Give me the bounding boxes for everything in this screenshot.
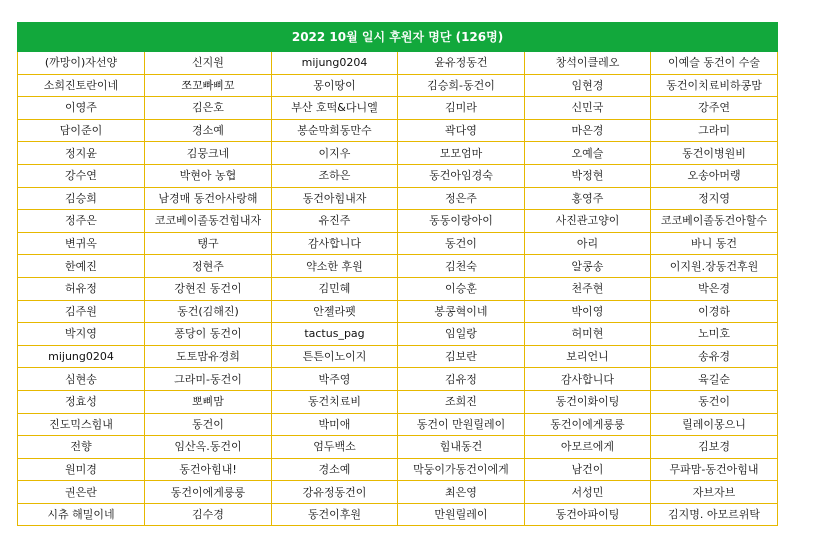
donor-row: [18, 436, 778, 459]
donor-name-cell: 윤유정동건: [398, 52, 525, 75]
donor-name-cell: 뽀삐맘: [145, 390, 272, 413]
donor-name-cell: 정현주: [145, 255, 272, 278]
donor-name-cell: 김승희: [18, 187, 145, 210]
donor-name-cell: 동동이랑아이: [398, 210, 525, 233]
donor-name-cell: 권은란: [18, 481, 145, 504]
donor-name-cell: 임산옥.동건이: [145, 436, 272, 459]
donor-name-cell: 코코베이졸동건아할수: [651, 210, 778, 233]
donor-name-cell: 엄두백소: [272, 436, 398, 459]
donor-row: [18, 300, 778, 323]
donor-name-cell: 동건아파이팅: [525, 503, 651, 526]
donor-name-cell: 박주영: [272, 368, 398, 391]
donor-name-cell: 강현진 동건이: [145, 277, 272, 300]
donor-name-cell: 오예슬: [525, 142, 651, 165]
donor-name-cell: 안젤라펫: [272, 300, 398, 323]
donor-row: [18, 232, 778, 255]
table-title: 2022 10월 일시 후원자 명단 (126명): [18, 23, 778, 52]
donor-name-cell: 담이준이: [18, 119, 145, 142]
donor-name-cell: 박미애: [272, 413, 398, 436]
donor-name-cell: 조하은: [272, 164, 398, 187]
donor-name-cell: 노미호: [651, 323, 778, 346]
donor-name-cell: (까망이)자선양: [18, 52, 145, 75]
donor-name-cell: 진도믹스힘내: [18, 413, 145, 436]
donor-name-cell: 동건아힘내자: [272, 187, 398, 210]
donor-name-cell: 박정현: [525, 164, 651, 187]
donor-name-cell: 탱구: [145, 232, 272, 255]
donor-row: [18, 97, 778, 120]
donor-name-cell: 남건이: [525, 458, 651, 481]
donor-name-cell: 동건이치료비하콩맘: [651, 74, 778, 97]
donor-name-cell: 박이영: [525, 300, 651, 323]
donor-name-cell: 경소예: [145, 119, 272, 142]
donor-name-cell: 김민혜: [272, 277, 398, 300]
donor-name-cell: 김천숙: [398, 255, 525, 278]
donor-name-cell: 김승희-동건이: [398, 74, 525, 97]
donor-row: [18, 187, 778, 210]
donor-name-cell: 이영주: [18, 97, 145, 120]
donor-name-cell: 약소한 후원: [272, 255, 398, 278]
donor-name-cell: 김보경: [651, 436, 778, 459]
donor-name-cell: 오송아머랭: [651, 164, 778, 187]
donor-name-cell: 이예슬 동건이 수술: [651, 52, 778, 75]
donor-name-cell: 김뭉크네: [145, 142, 272, 165]
donor-name-cell: 보리언니: [525, 345, 651, 368]
donor-name-cell: 강주연: [651, 97, 778, 120]
donor-row: [18, 481, 778, 504]
donor-name-cell: 동건이에게룽룽: [145, 481, 272, 504]
donor-name-cell: 신지원: [145, 52, 272, 75]
donor-name-cell: 퐁당이 동건이: [145, 323, 272, 346]
donor-name-cell: 시츄 해밀이네: [18, 503, 145, 526]
donor-name-cell: 이지우: [272, 142, 398, 165]
donor-row: [18, 390, 778, 413]
donor-name-cell: 천주현: [525, 277, 651, 300]
donor-name-cell: 정효성: [18, 390, 145, 413]
donor-name-cell: 이승훈: [398, 277, 525, 300]
donor-row: [18, 413, 778, 436]
donor-name-cell: 이경하: [651, 300, 778, 323]
donor-name-cell: 무파맘-동건아힘내: [651, 458, 778, 481]
donor-name-cell: 김미라: [398, 97, 525, 120]
donor-name-cell: 변귀옥: [18, 232, 145, 255]
donor-name-cell: 강수연: [18, 164, 145, 187]
donor-name-cell: 사진관고양이: [525, 210, 651, 233]
donor-name-cell: 힘내동건: [398, 436, 525, 459]
donor-row: [18, 255, 778, 278]
donor-row: [18, 52, 778, 75]
donor-name-cell: 경소예: [272, 458, 398, 481]
donor-name-cell: 박지영: [18, 323, 145, 346]
donor-name-cell: 아리: [525, 232, 651, 255]
donor-name-cell: 감사합니다: [525, 368, 651, 391]
donor-name-cell: 정지영: [651, 187, 778, 210]
donor-name-cell: 동건이후원: [272, 503, 398, 526]
donor-name-cell: 김주원: [18, 300, 145, 323]
donor-name-cell: 동건이: [398, 232, 525, 255]
donor-name-cell: 김은호: [145, 97, 272, 120]
donor-name-cell: 그라미: [651, 119, 778, 142]
donor-name-cell: 부산 호떡&다니엘: [272, 97, 398, 120]
donor-row: [18, 164, 778, 187]
donor-name-cell: 동건이화이팅: [525, 390, 651, 413]
donor-row: [18, 210, 778, 233]
donor-name-cell: 최은영: [398, 481, 525, 504]
donor-name-cell: 쪼꼬빠삐꼬: [145, 74, 272, 97]
donor-name-cell: 봉순막희동만수: [272, 119, 398, 142]
donor-name-cell: 김수경: [145, 503, 272, 526]
donor-name-cell: 박은경: [651, 277, 778, 300]
donor-name-cell: 심현송: [18, 368, 145, 391]
donor-name-cell: 막둥이가동건이에게: [398, 458, 525, 481]
donor-name-cell: 동건이 만원릴레이: [398, 413, 525, 436]
donor-name-cell: tactus_pag: [272, 323, 398, 346]
donor-name-cell: 전향: [18, 436, 145, 459]
donor-name-cell: 동건이병원비: [651, 142, 778, 165]
donor-name-cell: 모모엄마: [398, 142, 525, 165]
donor-name-cell: 알콩송: [525, 255, 651, 278]
donor-name-cell: 정은주: [398, 187, 525, 210]
donor-name-cell: 김유정: [398, 368, 525, 391]
donor-name-cell: 김보란: [398, 345, 525, 368]
donor-name-cell: 남경매 동건아사랑해: [145, 187, 272, 210]
donor-name-cell: 홍영주: [525, 187, 651, 210]
donor-name-cell: 몽이땅이: [272, 74, 398, 97]
donor-row: [18, 345, 778, 368]
donor-name-cell: 감사합니다: [272, 232, 398, 255]
donor-name-cell: 마은경: [525, 119, 651, 142]
donor-name-cell: 원미경: [18, 458, 145, 481]
donor-name-cell: 아모르에게: [525, 436, 651, 459]
donor-name-cell: 강유정동건이: [272, 481, 398, 504]
donor-name-cell: 곽다영: [398, 119, 525, 142]
donor-name-cell: 허미현: [525, 323, 651, 346]
donor-name-cell: 창석이클레오: [525, 52, 651, 75]
donor-name-cell: 자브자브: [651, 481, 778, 504]
donor-name-cell: 릴레이몽으니: [651, 413, 778, 436]
donor-name-cell: 박현아 농협: [145, 164, 272, 187]
donor-name-cell: 도토맘유경희: [145, 345, 272, 368]
donor-name-cell: 동건아힘내!: [145, 458, 272, 481]
donor-name-cell: 신민국: [525, 97, 651, 120]
donor-name-cell: mijung0204: [18, 345, 145, 368]
donor-table-body: [18, 23, 778, 526]
donor-name-cell: 김지명. 아모르위탁: [651, 503, 778, 526]
donor-name-cell: 서성민: [525, 481, 651, 504]
donor-name-cell: 동건치료비: [272, 390, 398, 413]
donor-row: [18, 74, 778, 97]
donor-row: [18, 458, 778, 481]
donor-name-cell: 한예진: [18, 255, 145, 278]
donor-name-cell: 코코베이졸동건힘내자: [145, 210, 272, 233]
donor-row: [18, 142, 778, 165]
donor-name-cell: 유진주: [272, 210, 398, 233]
donor-row: [18, 368, 778, 391]
donor-row: [18, 277, 778, 300]
donor-row: [18, 323, 778, 346]
donor-name-cell: 송유경: [651, 345, 778, 368]
donor-name-cell: 정주은: [18, 210, 145, 233]
donor-row: [18, 119, 778, 142]
donor-name-cell: mijung0204: [272, 52, 398, 75]
donor-name-cell: 동건(김해진): [145, 300, 272, 323]
donor-name-cell: 동건이: [651, 390, 778, 413]
donor-name-cell: 정지윤: [18, 142, 145, 165]
donor-name-cell: 튼튼이노이지: [272, 345, 398, 368]
donor-row: [18, 503, 778, 526]
title-row: [18, 23, 778, 52]
donor-name-cell: 봉콩혁이네: [398, 300, 525, 323]
donor-name-cell: 동건이에게룽룽: [525, 413, 651, 436]
donor-list-table: [17, 22, 778, 526]
donor-name-cell: 동건아임경숙: [398, 164, 525, 187]
donor-name-cell: 임일랑: [398, 323, 525, 346]
donor-name-cell: 바니 동건: [651, 232, 778, 255]
donor-name-cell: 소희진토란이네: [18, 74, 145, 97]
donor-name-cell: 동건이: [145, 413, 272, 436]
donor-name-cell: 조희진: [398, 390, 525, 413]
donor-name-cell: 그라미-동건이: [145, 368, 272, 391]
donor-name-cell: 이지원.장동건후원: [651, 255, 778, 278]
donor-name-cell: 임현경: [525, 74, 651, 97]
donor-name-cell: 허유정: [18, 277, 145, 300]
donor-name-cell: 육길순: [651, 368, 778, 391]
donor-name-cell: 만원릴레이: [398, 503, 525, 526]
